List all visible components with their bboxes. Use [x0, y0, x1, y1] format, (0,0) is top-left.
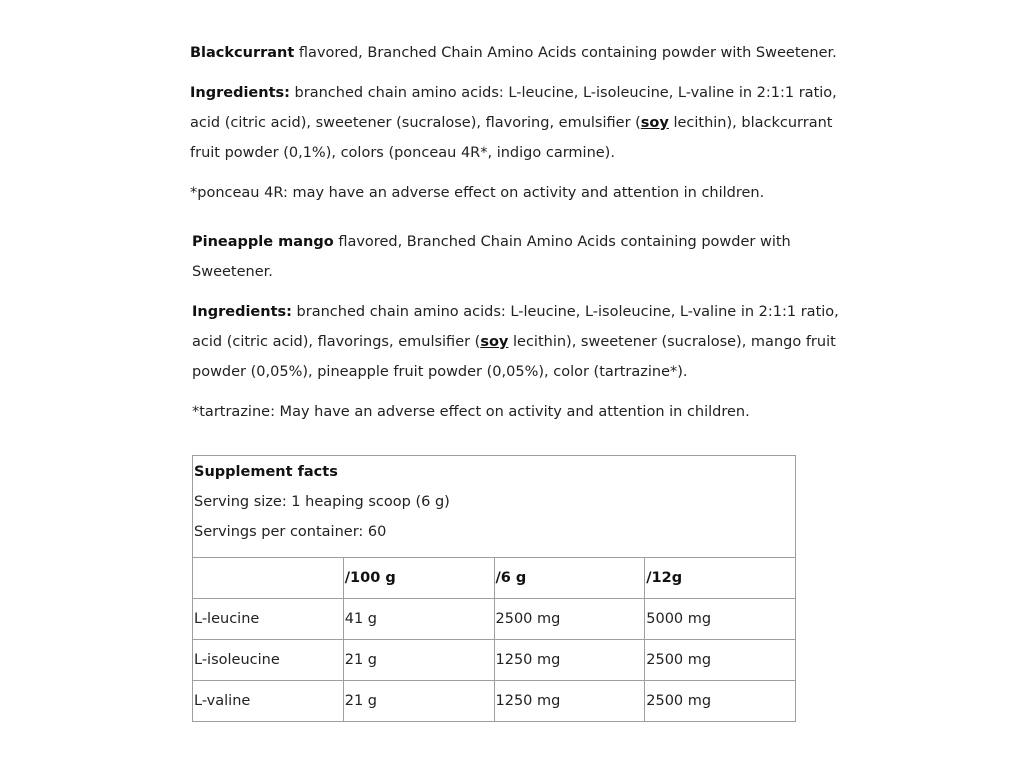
column-header: /100 g: [343, 558, 494, 599]
table-cell: 2500 mg: [645, 681, 796, 722]
blackcurrant-ingredients: [190, 78, 850, 168]
column-header: /6 g: [494, 558, 645, 599]
serving-size: Serving size: 1 heaping scoop (6 g): [194, 494, 450, 510]
table-cell: L-isoleucine: [193, 640, 344, 681]
ingredients-text-part1: branched chain amino acids: L-leucine, L-isoleucine, L-valine in 2:1:1 ratio, acid (citric acid), sweetener (sucralose), flavoring, emulsifier (: [190, 85, 837, 131]
table-cell: 41 g: [343, 599, 494, 640]
table-row: [193, 640, 796, 681]
column-header: /12g: [645, 558, 796, 599]
facts-column-header-row: [193, 558, 796, 599]
table-cell: 21 g: [343, 681, 494, 722]
ingredients-text-part1: branched chain amino acids: L-leucine, L-isoleucine, L-valine in 2:1:1 ratio, acid (citric acid), flavorings, emulsifier (: [192, 304, 839, 350]
allergen-soy: soy: [640, 115, 669, 131]
flavor-name: Pineapple mango: [192, 234, 334, 250]
table-cell: L-valine: [193, 681, 344, 722]
ingredients-label: Ingredients:: [190, 85, 290, 101]
ingredients-label: Ingredients:: [192, 304, 292, 320]
table-cell: 2500 mg: [494, 599, 645, 640]
flavor-name: Blackcurrant: [190, 45, 295, 61]
table-cell: L-leucine: [193, 599, 344, 640]
ingredients-text-part2: lecithin), blackcurrant fruit powder (0,1%), colors (ponceau 4R*, indigo carmine).: [190, 115, 833, 161]
pineapple-ingredients: [192, 297, 852, 387]
table-cell: 21 g: [343, 640, 494, 681]
column-header: [193, 558, 344, 599]
supplement-facts-table: [192, 455, 796, 722]
pineapple-footnote: *tartrazine: May have an adverse effect on activity and attention in children.: [192, 404, 750, 420]
table-cell: 1250 mg: [494, 681, 645, 722]
flavor-description: flavored, Branched Chain Amino Acids containing powder with Sweetener.: [294, 45, 837, 61]
table-cell: 2500 mg: [645, 640, 796, 681]
table-row: [193, 681, 796, 722]
facts-header-cell: [193, 456, 796, 558]
facts-title: Supplement facts: [194, 464, 338, 480]
servings-per-container: Servings per container: 60: [194, 524, 387, 540]
blackcurrant-section: [190, 38, 850, 208]
table-cell: 5000 mg: [645, 599, 796, 640]
facts-header-row: [193, 456, 796, 558]
pineapple-section: [192, 227, 852, 427]
ingredients-text-part2: lecithin), sweetener (sucralose), mango fruit powder (0,05%), pineapple fruit powder (0,05%), color (tartrazine*).: [192, 334, 836, 380]
table-row: [193, 599, 796, 640]
blackcurrant-footnote: *ponceau 4R: may have an adverse effect on activity and attention in children.: [190, 185, 765, 201]
flavor-description: flavored, Branched Chain Amino Acids containing powder with Sweetener.: [192, 234, 791, 280]
allergen-soy: soy: [480, 334, 509, 350]
blackcurrant-description: [190, 38, 850, 68]
table-cell: 1250 mg: [494, 640, 645, 681]
pineapple-description: [192, 227, 792, 287]
